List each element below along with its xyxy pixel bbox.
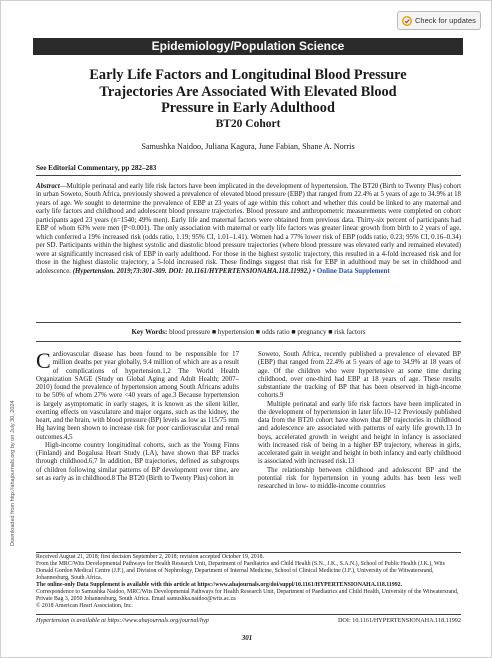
keywords-divider-top [36,322,461,323]
footnotes [36,554,461,610]
editorial-commentary-label: See Editorial Commentary, pp 282–283 [36,164,157,172]
body-paragraph: Multiple perinatal and early life risk factors have been implicated in the development of hypertension in later life.10–12 Previously published data from the BT20 cohort have shown that BP trajectories in childhood and adolescence are associated with patterns of early life growth.13 In boys, accelerated growth in weight and height in infancy is associated with increased risk of being in a higher BP trajectory, whereas in girls, accelerated gain in weight and height in both infancy and early childhood is associated with increased risk.13 [258,400,461,466]
footnote: The online-only Data Supplement is available with this article at https://www.ahajournals.org/doi/suppl/10.1161/HYPERTENSIONAHA.118.11992. [36,582,403,589]
article-title [41,67,455,117]
footnote: © 2018 American Heart Association, Inc. [36,603,133,610]
keywords-label: Key Words: [131,328,168,336]
footnote: Received August 21, 2018; first decision September 2, 2018; revision accepted October 19, 2018. [36,554,265,560]
journal-url[interactable]: Hypertension is available at https://www.ahajournals.org/journal/hyp [36,617,209,624]
keyword: risk factors [334,328,366,336]
footnote: From the MRC/Wits Developmental Pathways for Health Research Unit, Department of Paediatrics and Child Health (S.N., J.K., S.A.N.), School of Public Health (J.K.), Wits Donald Gordon Medical Centre (J.F.), and Division of Nephrology, Department of Internal Medicine, School of Clinical Medicine (J.F.), University of the Witwatersrand, Johannesburg, South Africa. [36,561,445,582]
header-divider [36,175,461,176]
drop-cap: C [36,348,51,373]
author-list: Samushka Naidoo, Juliana Kagura, June Fabian, Shane A. Norris [141,142,355,151]
title-line: Early Life Factors and Longitudinal Blood Pressure [89,67,407,83]
editorial-commentary-link[interactable] [36,164,156,172]
keywords: Key Words: blood pressure ■ hypertension ■ odds ratio ■ pregnancy ■ risk factors [131,328,366,336]
body-column-right [258,351,461,491]
footnote: Correspondence to Samushka Naidoo, MRC/Wits Developmental Pathways for Health Research Unit, Department of Paediatrics and Child Health, University of the Witwatersrand, Private Bag 3, 2050 Johannesburg, South Africa. Email samushka.naidoo@wits.ac.za [36,589,459,603]
check-for-updates-label: Check for updates [415,16,476,25]
article-subtitle: BT20 Cohort [215,118,281,130]
section-banner: Epidemiology/Population Science [33,38,463,55]
title-line: Trajectories Are Associated With Elevated Blood [99,83,397,100]
footer-divider [36,614,461,615]
abstract [36,183,461,276]
abstract-label: Abstract [36,183,60,190]
keyword: blood pressure [169,328,211,336]
keyword: odds ratio [261,328,290,336]
abstract-citation: (Hypertension. 2019;73:301-309. DOI: 10.1161/HYPERTENSIONAHA.118.11992.) [72,267,312,275]
keywords-divider-bottom [36,341,461,342]
check-updates-icon [402,16,412,26]
footer-doi: DOI: 10.1161/HYPERTENSIONAHA.118.11992 [337,617,461,624]
title-line: Pressure in Early Adulthood [161,100,335,116]
footnote-divider [36,552,461,553]
page-footer [36,617,461,624]
keyword: pregnancy [297,328,327,336]
body-paragraph: The relationship between childhood and adolescent BP and the potential risk for hypertension in young adults has been less well researched in low- to middle-income countries [258,466,461,490]
abstract-text: —Multiple perinatal and early life risk factors have been implicated in the development of hypertension. The BT20 (Birth to Twenty Plus) cohort in urban Soweto, South Africa, previously showed a prevalence of elevated blood pressure (EBP) that ranged from 22.4% at 5 years of age to 34.9% at 18 years of age. We sought to determine the prevalence of EBP at 23 years of age within this cohort and whether this could be linked to any maternal and early life factors and childhood and adolescent blood pressure trajectories. Blood pressure and anthropometric measurements were completed on cohort participants aged 23 years (n=1540; 49% men). Early life and maternal factors were obtained from previous data. Thirty-six percent of participants had EBP of whom 63% were men (P<0.001). The only association with maternal or early life factors was greater linear growth from birth to 2 years of age, which conferred a 19% increased risk (odds ratio, 1.19; 95% CI, 1.01–1.41). Women had a 77% lower risk of EBP (odds ratio, 0.23; 95% CI, 0.16–0.34) per SD. Participants within the highest systolic and diastolic blood pressure trajectories (where blood pressure was elevated early and remained elevated) were at significantly increased risk of EBP in early adulthood. For those in the highest systolic trajectory, this resulted in a 4-fold increased risk and for those in the highest diastolic trajectory, a 5-fold increased risk. These findings suggest that risk for EBP in adulthood may be set in childhood and adolescence. [36,183,461,275]
body-paragraph: Cardiovascular disease has been found to be responsible for 17 million deaths per year globally, 9.4 million of which are as a result of complications of hypertension.1,2 The World Health Organization SAGE (Study on Global Aging and Adult Health; 2007–2010) found the prevalence of hypertension among South Africans adults to be 50% of whom 27% were <40 years of age.3 Because hypertension is largely asymptomatic in early stages, it is known as the silent killer, exerting effects on vasculature and major organs, such as the kidney, the heart, and the brain, with blood pressure (BP) levels as low as 115/75 mm Hg having been shown to increase risk for poor cardiovascular and renal outcomes.4,5 [36,348,239,441]
download-side-note: Downloaded from http://ahajournals.org by on July 30, 2024 [10,400,16,546]
body-paragraph: High-income country longitudinal cohorts, such as the Young Finns (Finland) and Bogalusa Heart Study (LA), have shown that BP tracks through childhood.6,7 In addition, BP trajectories, defined as subgroups of children following similar patterns of BP development over time, are set as early as in childhood.8 The BT20 (Birth to Twenty Plus) cohort in [36,441,239,482]
body-column-left [36,348,239,483]
check-for-updates-button[interactable] [397,11,481,30]
page-number: 301 [241,634,253,642]
body-paragraph: Soweto, South Africa, recently published a prevalence of elevated BP (EBP) that ranged from 22.4% at 5 years of age to 34.9% at 18 years of age. Of the children who were hypertensive at some time during childhood, over one-third had EBP at 18 years of age. These results substantiate the tracking of BP that has been observed in high-income cohorts.9 [258,351,461,400]
keyword: hypertension [217,328,255,336]
online-supplement-link[interactable]: • Online Data Supplement [312,267,390,275]
